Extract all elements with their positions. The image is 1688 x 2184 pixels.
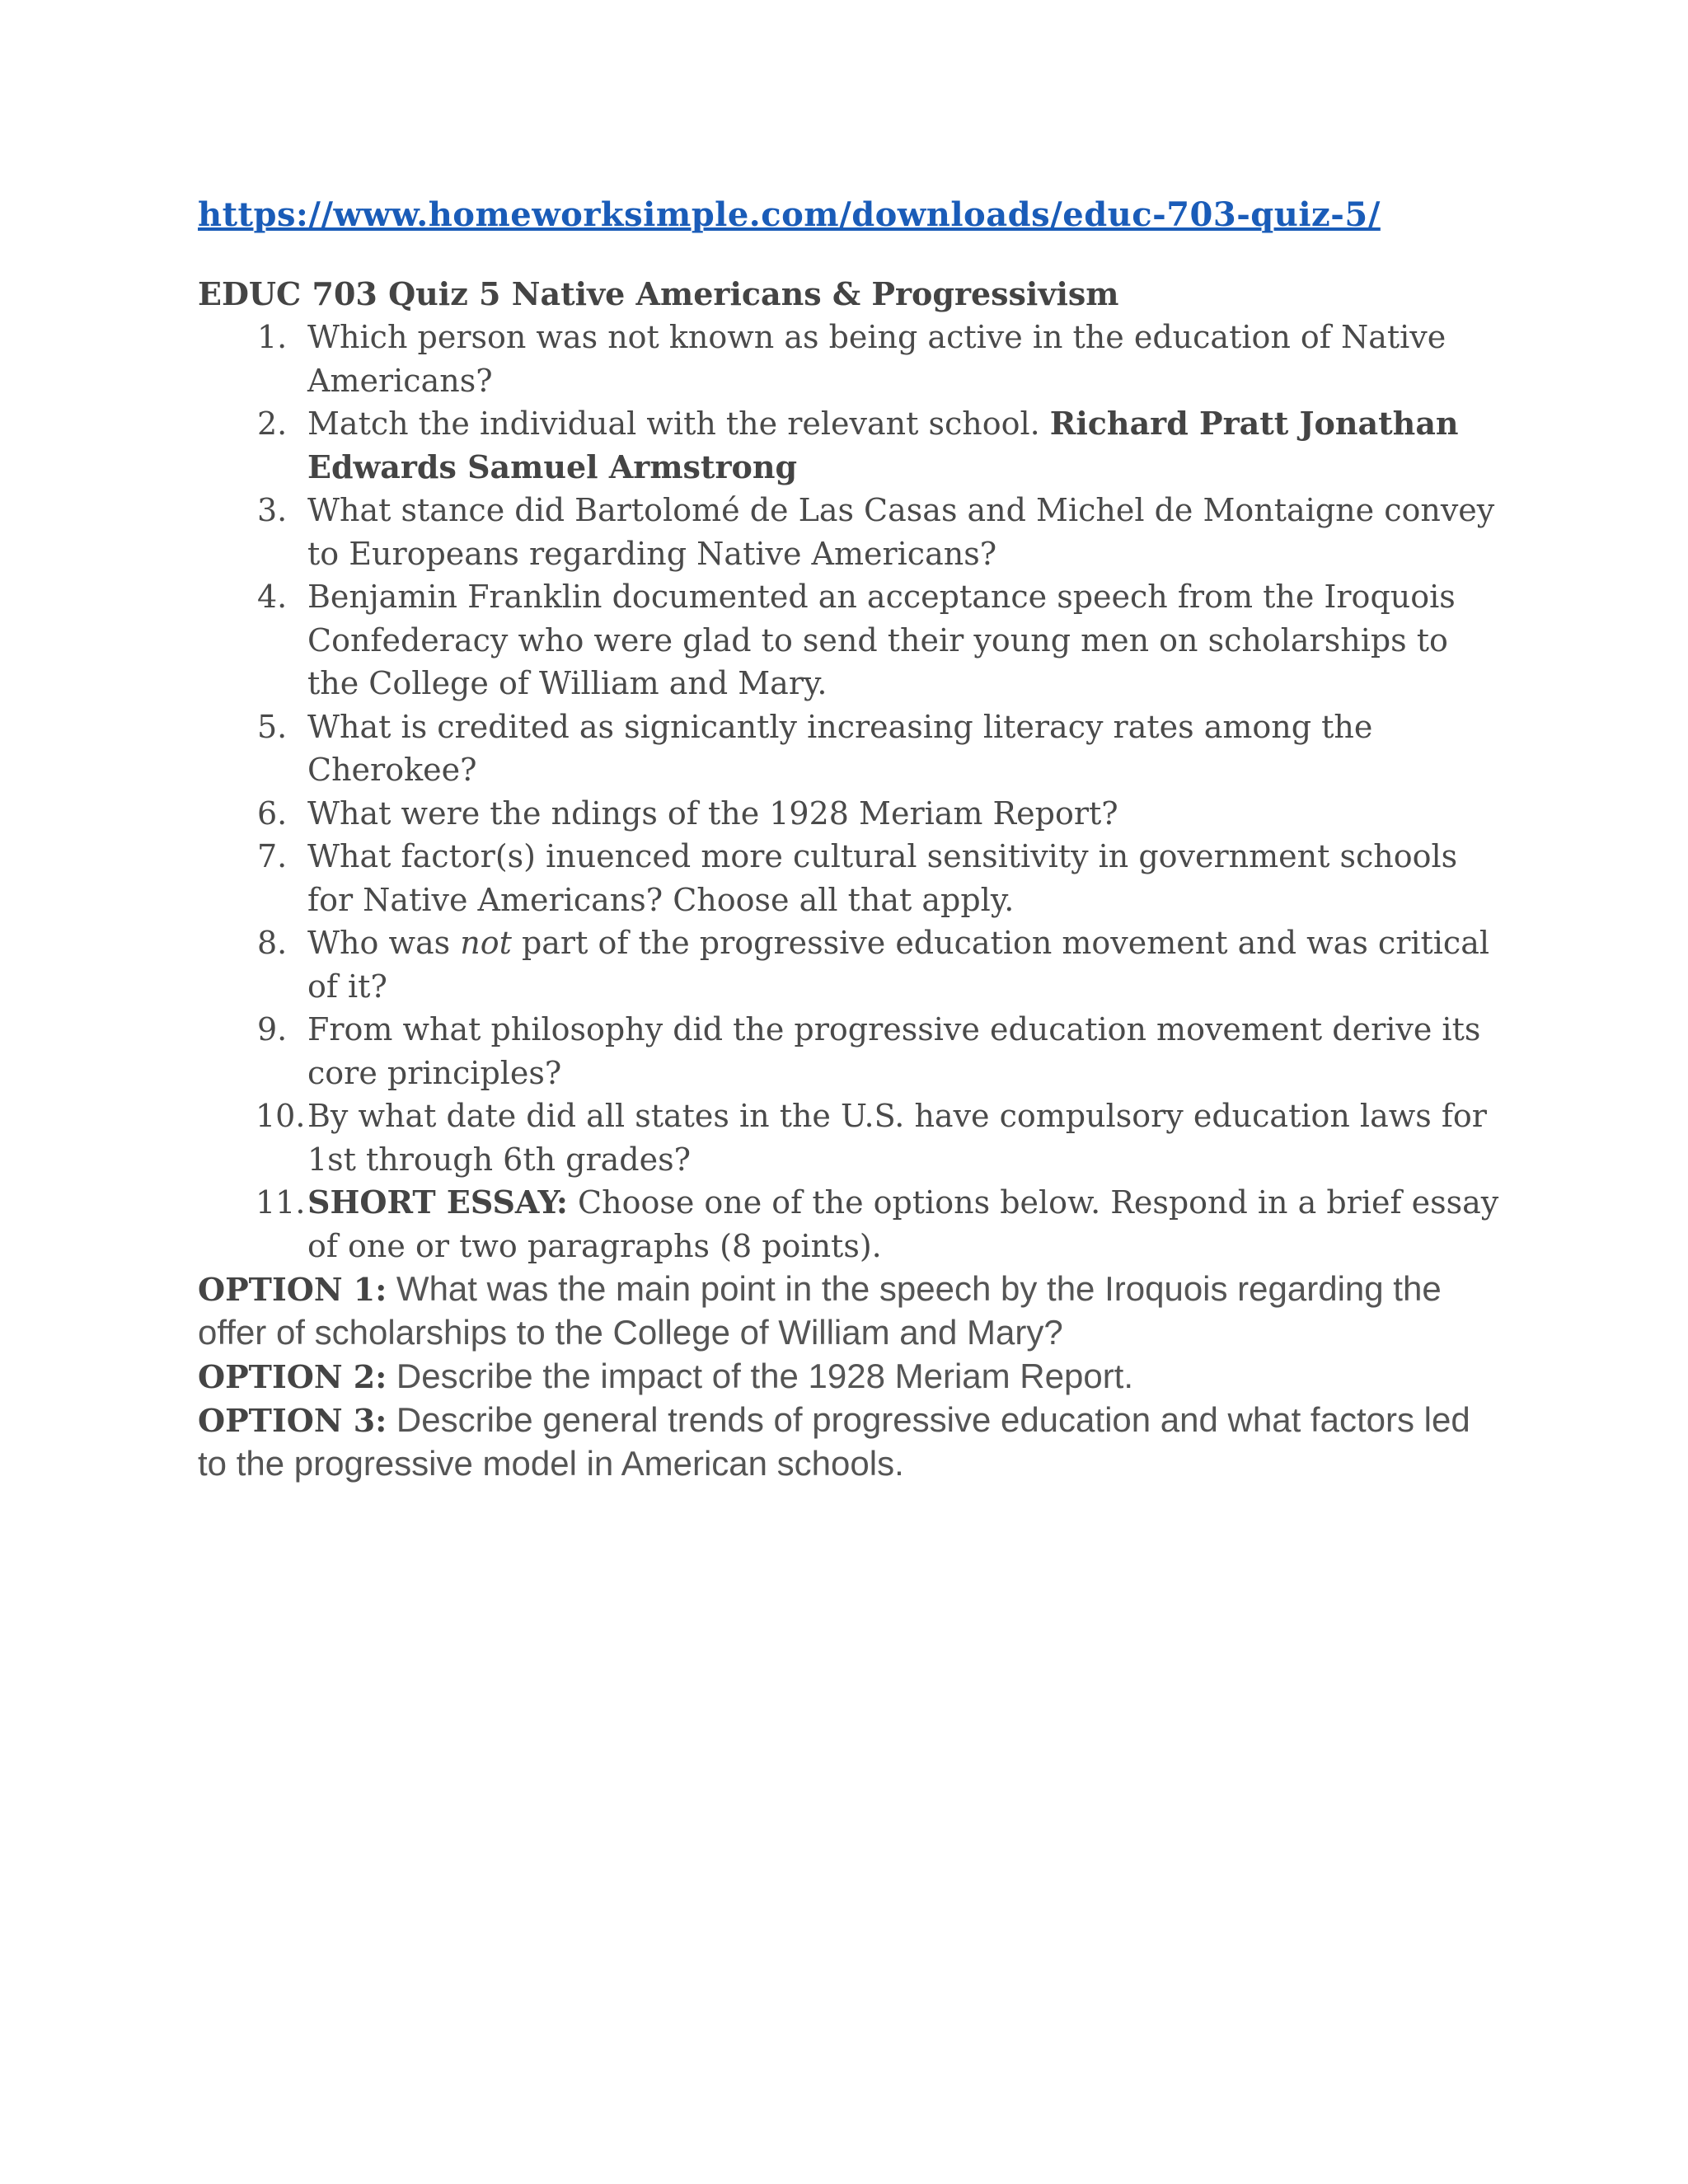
question-text: Benjamin Franklin documented an acceptance speech from the Iroquois Confederacy who were glad to send their young men on scholarships to the College of William and Mary.	[307, 579, 1456, 701]
question-number: 1.	[257, 319, 288, 355]
question-number: 8.	[257, 925, 288, 961]
question-item-1	[198, 316, 1500, 402]
option-text: What was the main point in the speech by the Iroquois regarding the offer of scholarships to the College of William and Mary?	[198, 1269, 1442, 1352]
question-text: From what philosophy did the progressive education movement derive its core principles?	[307, 1011, 1481, 1091]
question-number: 9.	[257, 1011, 288, 1047]
question-text-italic: not	[460, 925, 512, 961]
question-text: What factor(s) inuenced more cultural sensitivity in government schools for Native Americans? Choose all that apply.	[307, 838, 1458, 918]
download-link[interactable]: https://www.homeworksimple.com/downloads/educ-703-quiz-5/	[198, 195, 1381, 234]
question-text: What is credited as signicantly increasing literacy rates among the Cherokee?	[307, 708, 1373, 788]
question-text-pre: Who was	[307, 925, 461, 961]
question-number: 5.	[257, 708, 288, 745]
question-number: 7.	[257, 838, 288, 874]
option-text: Describe the impact of the 1928 Meriam Report.	[387, 1357, 1134, 1395]
question-item-6	[198, 792, 1500, 836]
question-number: 4.	[257, 579, 288, 615]
option-text: Describe general trends of progressive education and what factors led to the progressive model in American schools.	[198, 1400, 1470, 1483]
quiz-title: EDUC 703 Quiz 5 Native Americans & Progressivism	[198, 275, 1119, 312]
question-number: 10.	[256, 1098, 306, 1134]
option-label: OPTION 1:	[198, 1271, 387, 1308]
question-item-3	[198, 489, 1500, 575]
question-number: 11.	[256, 1184, 306, 1221]
question-text: What stance did Bartolomé de Las Casas and Michel de Montaigne convey to Europeans regarding Native Americans?	[307, 492, 1495, 572]
option-label: OPTION 3:	[198, 1402, 387, 1439]
question-number: 3.	[257, 492, 288, 528]
question-item-11	[198, 1181, 1500, 1268]
question-text: What were the ndings of the 1928 Meriam Report?	[307, 794, 1118, 832]
essay-option-2	[198, 1355, 1500, 1399]
question-item-10	[198, 1094, 1500, 1181]
question-list	[198, 316, 1500, 1268]
question-number: 6.	[257, 794, 288, 832]
question-number: 2.	[257, 405, 288, 442]
essay-option-1	[198, 1268, 1500, 1355]
question-item-4	[198, 575, 1500, 705]
question-bold-names: Richard Pratt Jonathan Edwards Samuel Armstrong	[307, 405, 1459, 485]
question-text: Match the individual with the relevant school.	[307, 405, 1050, 442]
option-label: OPTION 2:	[198, 1358, 387, 1395]
question-text: Choose one of the options below. Respond in a brief essay of one or two paragraphs (8 points).	[307, 1184, 1499, 1264]
question-item-7	[198, 835, 1500, 921]
essay-option-3	[198, 1399, 1500, 1486]
document-page	[198, 194, 1500, 1486]
question-text: By what date did all states in the U.S. have compulsory education laws for 1st through 6th grades?	[307, 1098, 1487, 1178]
short-essay-label: SHORT ESSAY:	[307, 1183, 568, 1221]
question-text-post: part of the progressive education movement and was critical of it?	[307, 925, 1490, 1005]
question-text: Which person was not known as being active in the education of Native Americans?	[307, 319, 1447, 399]
question-item-8	[198, 921, 1500, 1008]
question-item-2	[198, 402, 1500, 489]
question-item-9	[198, 1008, 1500, 1094]
question-item-5	[198, 705, 1500, 792]
